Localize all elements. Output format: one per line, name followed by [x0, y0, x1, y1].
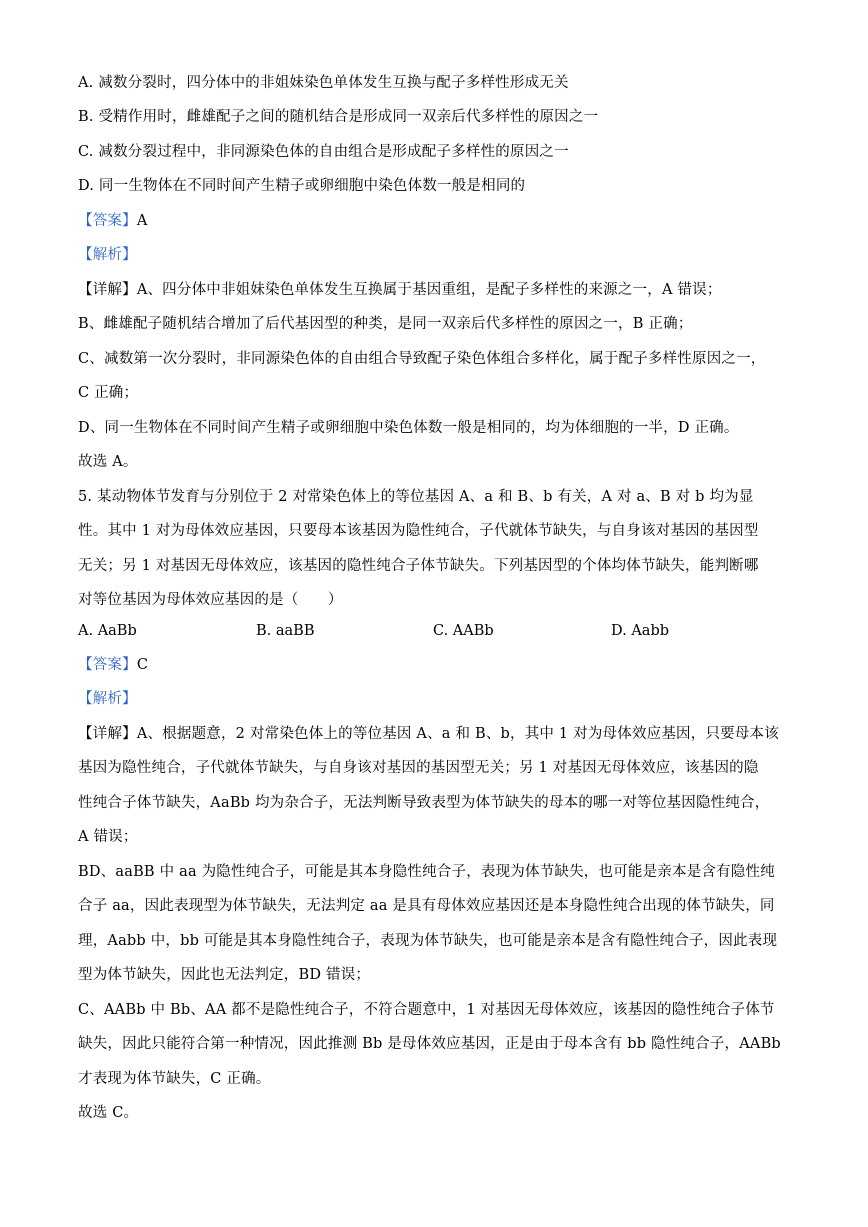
q4-option-b: B. 受精作用时，雌雄配子之间的随机结合是形成同一双亲后代多样性的原因之一 — [78, 109, 599, 125]
q5-detail-line: 理，Aabb 中，bb 可能是其本身隐性纯合子，表现为体节缺失，也可能是亲本是含有隐性纯合子，因此表现 — [78, 933, 778, 949]
q5-detail-line: 基因为隐性纯合，子代就体节缺失，与自身该对基因的基因型无关；另 1 对基因无母体效应，该基因的隐 — [78, 760, 759, 776]
answer-value: C — [136, 657, 149, 673]
q4-detail-line: B、雌雄配子随机结合增加了后代基因型的种类，是同一双亲后代多样性的原因之一，B 正确； — [78, 316, 693, 332]
q5-option-b: B. aaBB — [256, 623, 315, 639]
q5-analysis-label: 【解析】 — [78, 691, 137, 707]
q5-detail-line: BD、aaBB 中 aa 为隐性纯合子，可能是其本身隐性纯合子，表现为体节缺失，也可能是亲本是含有隐性纯 — [78, 864, 775, 880]
q4-detail-line: D、同一生物体在不同时间产生精子或卵细胞中染色体数一般是相同的，均为体细胞的一半，D 正确。 — [78, 420, 739, 436]
q5-detail-line — [78, 724, 779, 744]
detail-label: 【详解】 — [78, 282, 137, 298]
answer-value: A — [136, 213, 148, 229]
q5-detail-line: 才表现为体节缺失，C 正确。 — [78, 1071, 271, 1087]
q5-answer — [78, 655, 148, 675]
q5-detail-line: 合子 aa，因此表现型为体节缺失，无法判定 aa 是具有母体效应基因还是本身隐性纯合出现的体节缺失，同 — [78, 898, 775, 914]
q5-detail-line: 型为体节缺失，因此也无法判定，BD 错误； — [78, 967, 371, 983]
q5-option-c: C. AABb — [433, 623, 494, 639]
q5-stem-line: 无关；另 1 对基因无母体效应，该基因的隐性纯合子体节缺失。下列基因型的个体均体节缺失，能判断哪 — [78, 558, 759, 574]
q5-option-a: A. AaBb — [78, 623, 137, 639]
q5-detail-line: A 错误； — [78, 829, 138, 845]
q4-option-d: D. 同一生物体在不同时间产生精子或卵细胞中染色体数一般是相同的 — [78, 178, 526, 194]
detail-text: A、四分体中非姐妹染色单体发生互换属于基因重组，是配子多样性的来源之一，A 错误； — [136, 282, 722, 298]
detail-text: A、根据题意，2 对常染色体上的等位基因 A、a 和 B、b，其中 1 对为母体效应基因，只要母本该 — [136, 726, 779, 742]
q4-detail-line — [78, 280, 722, 300]
q4-detail-line: C 正确； — [78, 385, 139, 401]
q5-stem-line: 对等位基因为母体效应基因的是（ ） — [78, 592, 343, 608]
q4-answer — [78, 211, 147, 231]
q5-conclusion: 故选 C。 — [78, 1105, 139, 1121]
answer-label: 【答案】 — [78, 213, 137, 229]
answer-label: 【答案】 — [78, 657, 137, 673]
detail-label: 【详解】 — [78, 726, 137, 742]
q4-detail-line: C、减数第一次分裂时，非同源染色体的自由组合导致配子染色体组合多样化，属于配子多样性原因之一， — [78, 351, 766, 367]
q4-analysis-label: 【解析】 — [78, 247, 137, 263]
q5-detail-line: C、AABb 中 Bb、AA 都不是隐性纯合子，不符合题意中，1 对基因无母体效应，该基因的隐性纯合子体节 — [78, 1002, 775, 1018]
q4-conclusion: 故选 A。 — [78, 454, 138, 470]
q4-option-a: A. 减数分裂时，四分体中的非姐妹染色单体发生互换与配子多样性形成无关 — [78, 75, 569, 91]
q5-option-d: D. Aabb — [611, 623, 670, 639]
q5-stem-line: 5. 某动物体节发育与分别位于 2 对常染色体上的等位基因 A、a 和 B、b 有关，A 对 a、B 对 b 均为显 — [78, 489, 754, 505]
q4-option-c: C. 减数分裂过程中，非同源染色体的自由组合是形成配子多样性的原因之一 — [78, 144, 569, 160]
q5-detail-line: 缺失，因此只能符合第一种情况，因此推测 Bb 是母体效应基因，正是由于母本含有 bb 隐性纯合子，AABb — [78, 1036, 781, 1052]
q5-stem-line: 性。其中 1 对为母体效应基因，只要母本该基因为隐性纯合，子代就体节缺失，与自身该对基因的基因型 — [78, 523, 759, 539]
q5-detail-line: 性纯合子体节缺失，AaBb 均为杂合子，无法判断导致表型为体节缺失的母本的哪一对等位基因隐性纯合， — [78, 795, 770, 811]
